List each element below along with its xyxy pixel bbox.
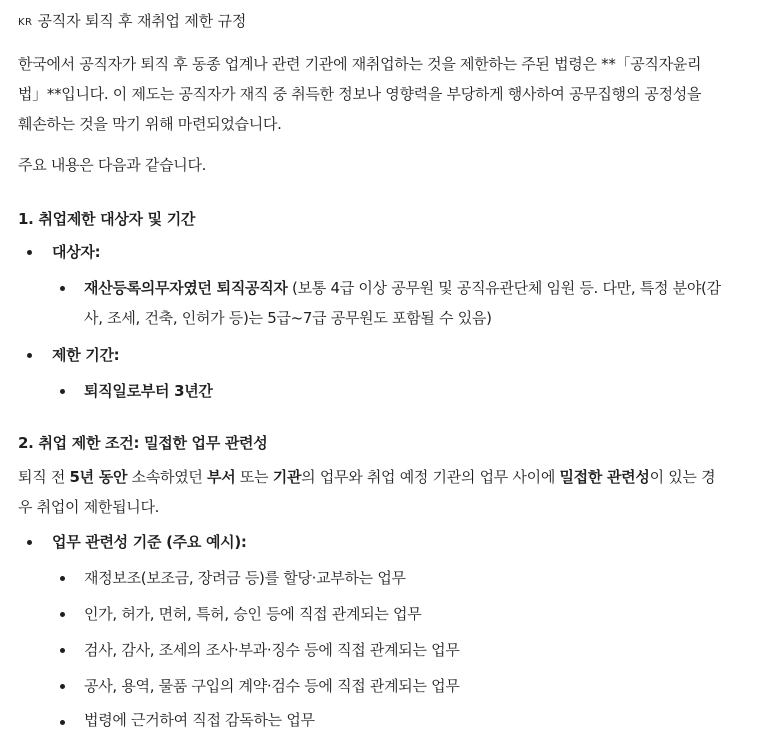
para-bold: 5년 동안: [69, 468, 128, 486]
period-label: 제한 기간:: [52, 346, 120, 364]
list-item: 인가, 허가, 면허, 특허, 승인 등에 직접 관계되는 업무: [84, 605, 422, 623]
para-text: 소속하였던: [127, 468, 208, 486]
intro-paragraph: 한국에서 공직자가 퇴직 후 동종 업계나 관련 기관에 재취업하는 것을 제한하는 주된 법령은 **「공직자윤리법」**입니다. 이 제도는 공직자가 재직 중 취득한 정보나 영향력을 부당하게 행사하여 공무집행의 공정성을 훼손하는 것을 막기 위해 마련되었습니다.: [18, 55, 702, 133]
target-bold: 재산등록의무자였던 퇴직공직자: [84, 279, 288, 297]
list-item: 검사, 감사, 조세의 조사·부과·징수 등에 직접 관계되는 업무: [84, 641, 460, 659]
bullet-icon: [60, 684, 65, 689]
section2-paragraph: [18, 462, 718, 522]
flag-icon: KR: [18, 17, 33, 28]
para-bold: 기관: [272, 468, 302, 486]
period-item: [52, 340, 732, 370]
document-header: [18, 10, 246, 34]
section1-heading: 1. 취업제한 대상자 및 기간: [18, 210, 196, 228]
target-item: [52, 237, 732, 267]
para-text: 또는: [235, 468, 273, 486]
period-value-item: [84, 376, 724, 406]
bullet-icon: [27, 353, 32, 358]
target-detail-item: [84, 273, 724, 333]
bullet-icon: [60, 389, 65, 394]
target-label: 대상자:: [52, 243, 101, 261]
section2-heading: 2. 취업 제한 조건: 밀접한 업무 관련성: [18, 434, 268, 452]
document-title: 공직자 퇴직 후 재취업 제한 규정: [37, 12, 247, 30]
criteria-label: 업무 관련성 기준 (주요 예시):: [52, 533, 247, 551]
summary-line: 주요 내용은 다음과 같습니다.: [18, 156, 207, 174]
bullet-icon: [27, 250, 32, 255]
para-bold: 밀접한 관련성: [559, 468, 650, 486]
target-detail: (보통 4급 이상 공무원 및 공직유관단체 임원 등. 다만, 특정 분야(감사, 조세, 건축, 인허가 등)는 5급~7급 공무원도 포함될 수 있음): [84, 279, 721, 327]
criteria-item: [52, 527, 732, 557]
para-bold: 부서: [207, 468, 236, 486]
list-item: 법령에 근거하여 직접 감독하는 업무: [84, 711, 315, 729]
list-item: 공사, 용역, 물품 구입의 계약·검수 등에 직접 관계되는 업무: [84, 677, 460, 695]
bullet-icon: [60, 576, 65, 581]
bullet-icon: [27, 540, 32, 545]
bullet-icon: [60, 612, 65, 617]
bullet-icon: [60, 286, 65, 291]
list-item: 재정보조(보조금, 장려금 등)를 할당·교부하는 업무: [84, 569, 406, 587]
para-text: 의 업무와 취업 예정 기관의 업무 사이에: [301, 468, 560, 486]
bullet-icon: [60, 648, 65, 653]
period-value: 퇴직일로부터 3년간: [84, 382, 213, 400]
bullet-icon: [60, 720, 65, 725]
para-text: 퇴직 전: [18, 468, 70, 486]
para-text: 이 있는 경우 취업이 제한됩니다.: [18, 468, 716, 516]
